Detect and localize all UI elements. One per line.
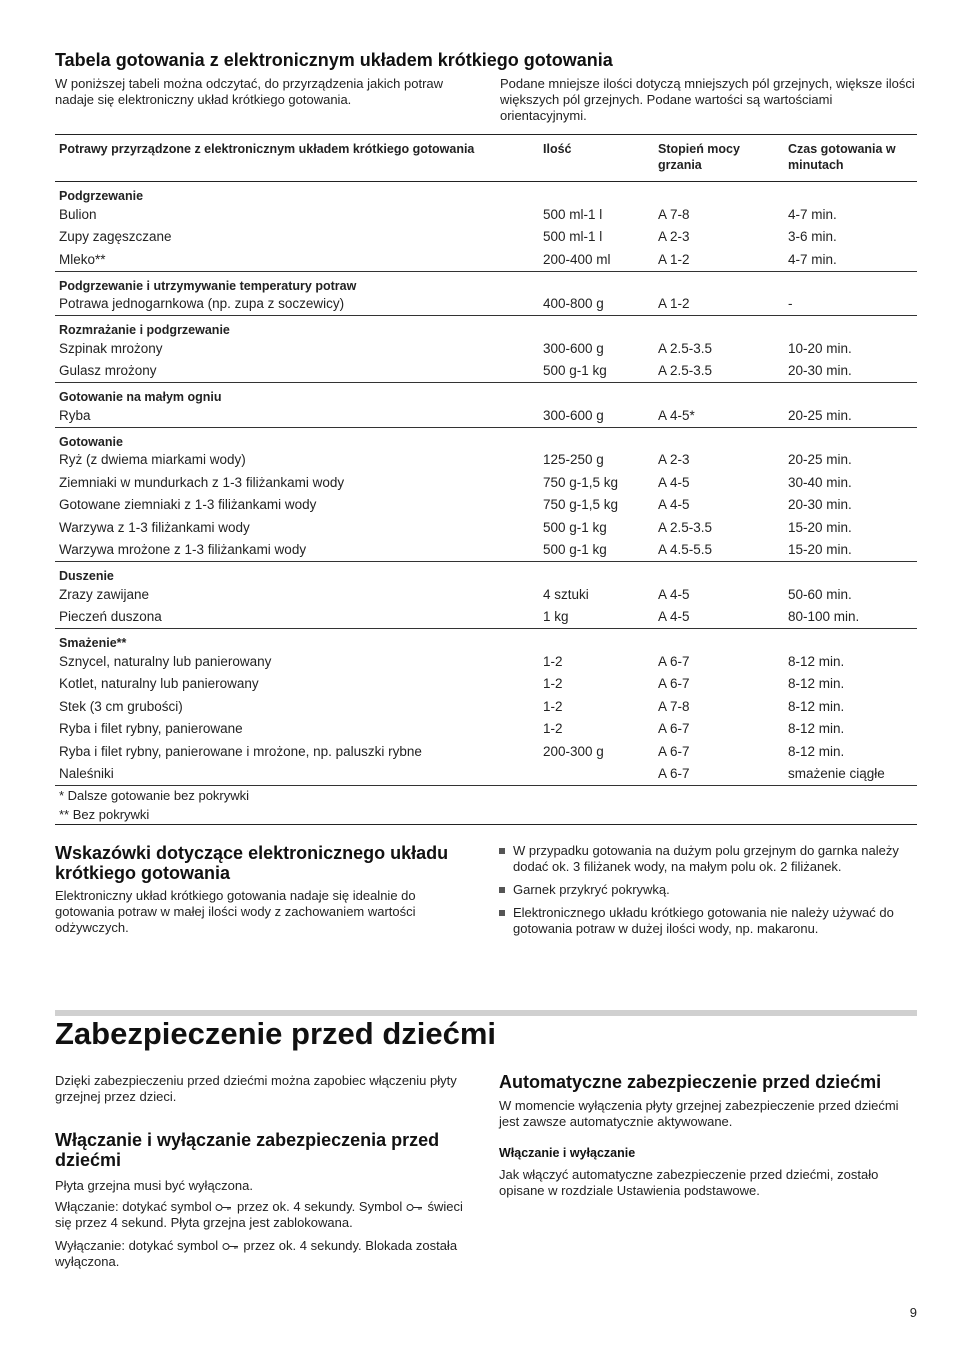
table-cell-dish: Potrawa jednogarnkowa (np. zupa z soczewicy) xyxy=(59,296,345,312)
table-cell-power-level: A 2.5-3.5 xyxy=(658,340,713,356)
tips-body: Elektroniczny układ krótkiego gotowania nadaje się idealnie do gotowania potraw w małej ilości wody z zachowaniem wartości odżywczych. xyxy=(55,888,416,935)
table-group-heading: Duszenie xyxy=(55,562,917,584)
intro-right: Podane mniejsze ilości dotyczą mniejszych pól grzejnych, większe ilości większych pól grzejnych. Podane wartości są wartościami orientacyjnymi. xyxy=(500,76,915,123)
table-cell-quantity: 200-300 g xyxy=(543,743,604,759)
table-cell-power-level: A 1-2 xyxy=(658,296,690,312)
child-lock-intro: Dzięki zabezpieczeniu przed dziećmi można zapobiec włączeniu płyty grzejnej przez dzieci. xyxy=(55,1073,457,1104)
table-cell-dish: Stek (3 cm grubości) xyxy=(59,698,183,714)
list-item xyxy=(499,905,917,937)
table-group-heading: Podgrzewanie xyxy=(59,189,144,203)
table-cell-time: 3-6 min. xyxy=(788,229,837,245)
bullet-square-icon xyxy=(499,887,505,893)
enable-text-c: świeci się przez 4 sekund. Płyta grzejna jest zablokowana. xyxy=(55,1199,463,1230)
table-cell-quantity: 1-2 xyxy=(543,676,563,692)
table-cell-quantity: 1-2 xyxy=(543,721,563,737)
key-lock-icon xyxy=(215,1203,233,1212)
table-cell-power-level: A 2-3 xyxy=(658,452,690,468)
child-lock-disable-text xyxy=(55,1238,475,1270)
table-cell-time: 8-12 min. xyxy=(788,743,845,759)
table-cell-dish: Sznycel, naturalny lub panierowany xyxy=(59,653,272,669)
table-group-row xyxy=(55,427,917,449)
disable-text-b: przez ok. 4 sekundy. Blokada została wyłączona. xyxy=(55,1238,458,1269)
enable-text-b: przez ok. 4 sekundy. Symbol xyxy=(233,1199,406,1214)
table-group-row xyxy=(55,629,917,651)
table-cell-power-level: A 6-7 xyxy=(658,721,690,737)
table-cell-power-level: A 7-8 xyxy=(658,698,690,714)
child-lock-enable-text xyxy=(55,1199,475,1231)
table-cell-quantity: 500 ml-1 l xyxy=(543,206,603,222)
table-cell-quantity: 500 g-1 kg xyxy=(543,542,607,558)
table-cell-quantity: 1 kg xyxy=(543,609,569,625)
table-row xyxy=(55,494,917,517)
table-group-heading: Gotowanie xyxy=(55,427,917,449)
table-cell-quantity: 200-400 ml xyxy=(543,251,611,267)
table-cell-quantity: 500 g-1 kg xyxy=(543,519,607,535)
table-cell-power-level: A 6-7 xyxy=(658,653,690,669)
subsection-title-toggle: Włączanie i wyłączanie zabezpieczenia przed dziećmi xyxy=(55,1130,440,1170)
table-cell-time: 20-25 min. xyxy=(788,407,852,423)
table-cell-dish: Naleśniki xyxy=(59,766,114,782)
table-cell-time: 8-12 min. xyxy=(788,698,845,714)
chapter-title: Zabezpieczenie przed dziećmi xyxy=(55,1016,497,1051)
table-cell-time: 8-12 min. xyxy=(788,721,845,737)
header-quantity: Ilość xyxy=(539,135,654,182)
table-row xyxy=(55,203,917,226)
auto-lock-body: W momencie wyłączenia płyty grzejnej zabezpieczenie przed dziećmi jest zawsze automatycznie aktywowane. xyxy=(499,1098,899,1129)
bullet-square-icon xyxy=(499,910,505,916)
table-cell-quantity: 300-600 g xyxy=(543,340,604,356)
page-number: 9 xyxy=(909,1305,917,1320)
table-cell-time: 80-100 min. xyxy=(788,609,860,625)
table-row xyxy=(55,449,917,472)
list-item-text: W przypadku gotowania na dużym polu grzejnym do garnka należy dodać ok. 3 filiżanek wody, na małym polu ok. 2 filiżanek. xyxy=(513,843,899,874)
table-cell-dish: Ryba i filet rybny, panierowane xyxy=(59,721,243,737)
table-cell-quantity xyxy=(539,763,654,786)
table-cell-time: 15-20 min. xyxy=(788,519,852,535)
table-cell-dish: Kotlet, naturalny lub panierowany xyxy=(59,676,259,692)
table-cell-quantity: 300-600 g xyxy=(543,407,604,423)
auto-lock-sub-body: Jak włączyć automatyczne zabezpieczenie przed dziećmi, zostało opisane w rozdziale Ustawienia podstawowe. xyxy=(499,1167,879,1198)
table-cell-power-level: A 2-3 xyxy=(658,229,690,245)
table-footnote-row xyxy=(55,805,917,825)
table-cell-power-level: A 4-5 xyxy=(658,474,690,490)
table-cell-dish: Gotowane ziemniaki z 1-3 filiżankami wody xyxy=(59,497,317,513)
table-row xyxy=(55,539,917,562)
table-cell-time: smażenie ciągłe xyxy=(788,766,885,782)
table-cell-time: 4-7 min. xyxy=(788,206,837,222)
table-cell-power-level: A 4-5 xyxy=(658,609,690,625)
header-cooking-time: Czas gotowania w minutach xyxy=(784,135,917,182)
table-cell-time: 20-30 min. xyxy=(788,497,852,513)
section-title-tips: Wskazówki dotyczące elektronicznego układu krótkiego gotowania xyxy=(55,843,449,883)
table-group-row xyxy=(55,562,917,584)
table-cell-power-level: A 1-2 xyxy=(658,251,690,267)
table-row xyxy=(55,718,917,741)
table-cell-time: 8-12 min. xyxy=(788,676,845,692)
table-cell-time: - xyxy=(788,296,793,312)
table-cell-time: 20-25 min. xyxy=(788,452,852,468)
table-row xyxy=(55,606,917,629)
table-row xyxy=(55,650,917,673)
header-dish: Potrawy przyrządzone z elektronicznym układem krótkiego gotowania xyxy=(55,135,539,182)
table-row xyxy=(55,337,917,360)
table-row xyxy=(55,695,917,718)
table-cell-power-level: A 4.5-5.5 xyxy=(658,542,713,558)
table-cell-time: 8-12 min. xyxy=(788,653,845,669)
table-cell-dish: Pieczeń duszona xyxy=(59,609,162,625)
table-cell-dish: Mleko** xyxy=(59,251,106,267)
section-title-cooking-table: Tabela gotowania z elektronicznym układem krótkiego gotowania xyxy=(55,50,613,70)
table-row xyxy=(55,673,917,696)
table-cell-power-level: A 2.5-3.5 xyxy=(658,363,713,379)
table-group-heading: Gotowanie na małym ogniu xyxy=(55,383,917,405)
table-cell-quantity: 125-250 g xyxy=(543,452,604,468)
table-header-row xyxy=(55,135,917,182)
table-row xyxy=(55,740,917,763)
table-cell-time: 50-60 min. xyxy=(788,586,852,602)
subsection-title-auto-lock: Automatyczne zabezpieczenie przed dziećmi xyxy=(499,1072,882,1092)
table-cell-dish: Zrazy zawijane xyxy=(59,586,150,602)
table-group-heading: Podgrzewanie i utrzymywanie temperatury potraw xyxy=(55,271,917,293)
table-cell-dish: Warzywa z 1-3 filiżankami wody xyxy=(59,519,250,535)
table-group-row xyxy=(55,383,917,405)
list-item-text: Garnek przykryć pokrywką. xyxy=(513,882,670,897)
table-cell-dish: Gulasz mrożony xyxy=(59,363,157,379)
table-footnote: * Dalsze gotowanie bez pokrywki xyxy=(55,786,917,806)
table-row xyxy=(55,404,917,427)
table-cell-quantity: 1-2 xyxy=(543,653,563,669)
table-row xyxy=(55,293,917,316)
table-cell-dish: Bulion xyxy=(59,206,97,222)
table-row xyxy=(55,248,917,271)
table-cell-time: 20-30 min. xyxy=(788,363,852,379)
auto-lock-subheading: Włączanie i wyłączanie xyxy=(499,1146,636,1160)
cooking-table xyxy=(55,134,917,825)
intro-left: W poniższej tabeli można odczytać, do przyrządzenia jakich potraw nadaje się elektroniczny układ krótkiego gotowania. xyxy=(55,76,444,107)
table-cell-time: 4-7 min. xyxy=(788,251,837,267)
child-lock-precondition: Płyta grzejna musi być wyłączona. xyxy=(55,1178,253,1193)
table-cell-quantity: 500 ml-1 l xyxy=(543,229,603,245)
table-cell-dish: Szpinak mrożony xyxy=(59,340,163,356)
table-row xyxy=(55,516,917,539)
table-cell-dish: Ryż (z dwiema miarkami wody) xyxy=(59,452,246,468)
table-cell-dish: Zupy zagęszczane xyxy=(59,229,172,245)
table-cell-dish: Ziemniaki w mundurkach z 1-3 filiżankami wody xyxy=(59,474,345,490)
table-row xyxy=(55,471,917,494)
table-cell-power-level: A 2.5-3.5 xyxy=(658,519,713,535)
header-power-level: Stopień mocy grzania xyxy=(654,135,784,182)
table-group-row xyxy=(55,316,917,338)
table-cell-power-level: A 4-5 xyxy=(658,497,690,513)
disable-text-a: Wyłączanie: dotykać symbol xyxy=(55,1238,222,1253)
table-cell-quantity: 400-800 g xyxy=(543,296,604,312)
table-row xyxy=(55,583,917,606)
table-group-heading: Rozmrażanie i podgrzewanie xyxy=(55,316,917,338)
table-footnote: ** Bez pokrywki xyxy=(55,805,917,825)
table-cell-quantity: 500 g-1 kg xyxy=(543,363,607,379)
table-row xyxy=(55,360,917,383)
table-footnote-row xyxy=(55,786,917,806)
table-cell-time: 10-20 min. xyxy=(788,340,852,356)
table-group-heading: Smażenie** xyxy=(55,629,917,651)
table-cell-dish: Ryba i filet rybny, panierowane i mrożone, np. paluszki rybne xyxy=(59,743,422,759)
table-cell-quantity: 750 g-1,5 kg xyxy=(543,474,619,490)
list-item xyxy=(499,843,917,875)
list-item xyxy=(499,882,917,898)
table-row xyxy=(55,763,917,786)
table-cell-time: 30-40 min. xyxy=(788,474,852,490)
table-cell-power-level: A 7-8 xyxy=(658,206,690,222)
table-cell-quantity: 4 sztuki xyxy=(543,586,589,602)
table-group-row xyxy=(55,182,917,204)
table-cell-power-level: A 6-7 xyxy=(658,676,690,692)
table-cell-quantity: 750 g-1,5 kg xyxy=(543,497,619,513)
table-cell-power-level: A 6-7 xyxy=(658,743,690,759)
key-lock-icon xyxy=(406,1203,424,1212)
key-lock-icon xyxy=(222,1242,240,1251)
bullet-square-icon xyxy=(499,848,505,854)
enable-text-a: Włączanie: dotykać symbol xyxy=(55,1199,216,1214)
table-cell-time: 15-20 min. xyxy=(788,542,852,558)
table-cell-dish: Ryba xyxy=(59,407,91,423)
table-group-row xyxy=(55,271,917,293)
table-cell-power-level: A 4-5 xyxy=(658,586,690,602)
table-cell-dish: Warzywa mrożone z 1-3 filiżankami wody xyxy=(59,542,307,558)
table-cell-quantity: 1-2 xyxy=(543,698,563,714)
table-cell-power-level: A 6-7 xyxy=(658,766,690,782)
table-cell-power-level: A 4-5* xyxy=(658,407,695,423)
tips-bullet-list xyxy=(499,843,917,937)
list-item-text: Elektronicznego układu krótkiego gotowania nie należy używać do gotowania potraw w dużej ilości wody, np. makaronu. xyxy=(513,905,894,936)
table-row xyxy=(55,226,917,249)
